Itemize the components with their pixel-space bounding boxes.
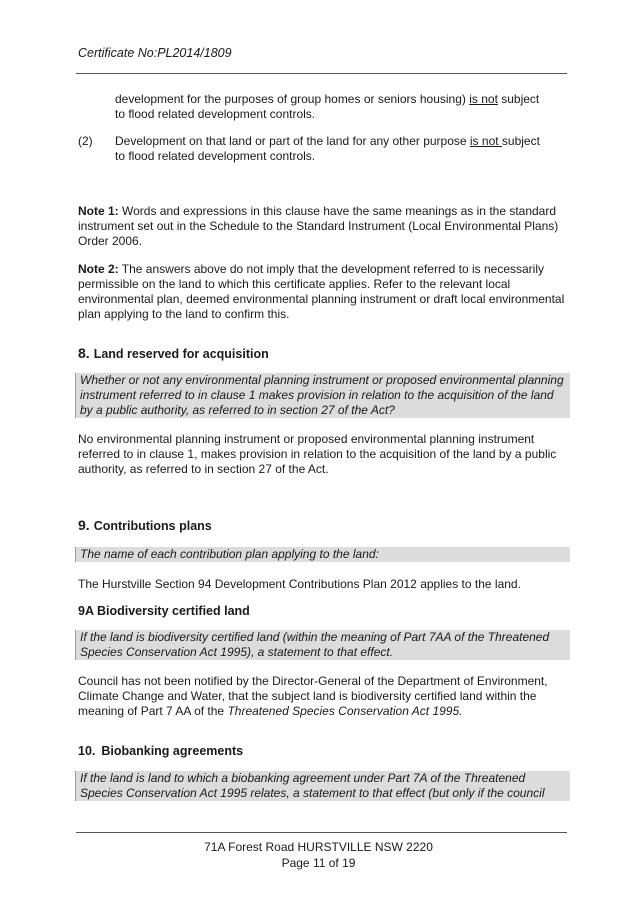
section-9a-question: If the land is biodiversity certified land (within the meaning of Part 7AA of the Threatened Species Conservation Act 1995), a statement to that effect.: [75, 630, 570, 660]
item-number: (2): [78, 134, 93, 148]
section-number: 9.: [78, 517, 90, 533]
note-label: Note 1:: [78, 204, 119, 218]
section-9-heading: [78, 518, 568, 534]
note-text: Words and expressions in this clause have the same meanings as in the standard instrument set out in the Schedule to the Standard Instrument (Local Environmental Plans) Order 2006.: [78, 204, 559, 248]
act-name: Threatened Species Conservation Act 1995.: [227, 704, 463, 718]
section-10-heading: [78, 744, 568, 759]
section-9a-heading: 9A Biodiversity certified land: [78, 604, 250, 618]
section-9a-answer: [78, 674, 568, 719]
clause-emphasis: is not: [469, 134, 502, 148]
clause-text: to flood related development controls.: [115, 149, 316, 163]
section-8-heading: [78, 346, 568, 362]
section-9-answer: The Hurstville Section 94 Development Contributions Plan 2012 applies to the land.: [78, 577, 521, 591]
note-2: [78, 262, 568, 322]
section-10-question: If the land is land to which a biobanking agreement under Part 7A of the Threatened Species Conservation Act 1995 relates, a statement to that effect (but only if the council: [75, 771, 570, 801]
clause-text: subject: [497, 92, 540, 106]
section-title: Contributions plans: [93, 519, 212, 533]
note-text: The answers above do not imply that the development referred to is necessarily permissible on the land to which this certificate applies. Refer to the relevant local environmental plan, deemed environmental planning instrument or draft local environmental plan applying to the land to confirm this.: [78, 262, 565, 321]
footer-rule: [76, 832, 567, 833]
note-label: Note 2:: [78, 262, 119, 276]
section-8-answer: No environmental planning instrument or proposed environmental planning instrument referred to in clause 1, makes provision in relation to the acquisition of the land by a public authority, as referred to in section 27 of the Act.: [78, 432, 557, 476]
clause-item-2: [115, 134, 565, 164]
section-8-question: Whether or not any environmental planning instrument or proposed environmental planning instrument referred to in clause 1 makes provision in relation to the acquisition of the land by a public authority, as referred to in section 27 of the Act?: [75, 373, 570, 418]
clause-emphasis: is not: [469, 92, 498, 106]
answer-text: Council has not been notified by the Director-General of the Department of Environment, Climate Change and Water, that the subject land is biodiversity certified land within the meaning of Part 7 AA of the: [78, 674, 548, 718]
clause-text: development for the purposes of group homes or seniors housing): [115, 92, 470, 106]
section-title: Land reserved for acquisition: [93, 347, 269, 361]
clause-continuation: [115, 92, 565, 122]
note-1: [78, 204, 568, 249]
footer-address: 71A Forest Road HURSTVILLE NSW 2220: [204, 840, 433, 854]
clause-text: subject: [501, 134, 540, 148]
section-number: 10.: [78, 744, 96, 758]
clause-text: Development on that land or part of the land for any other purpose: [115, 134, 470, 148]
section-title: Biobanking agreements: [101, 744, 244, 758]
page-number: Page 11 of 19: [281, 856, 356, 870]
section-number: 8.: [78, 345, 90, 361]
section-9-question: The name of each contribution plan applying to the land:: [75, 547, 570, 562]
clause-text: to flood related development controls.: [115, 107, 316, 121]
certificate-number: Certificate No:PL2014/1809: [78, 46, 232, 60]
header-rule: [76, 73, 567, 74]
